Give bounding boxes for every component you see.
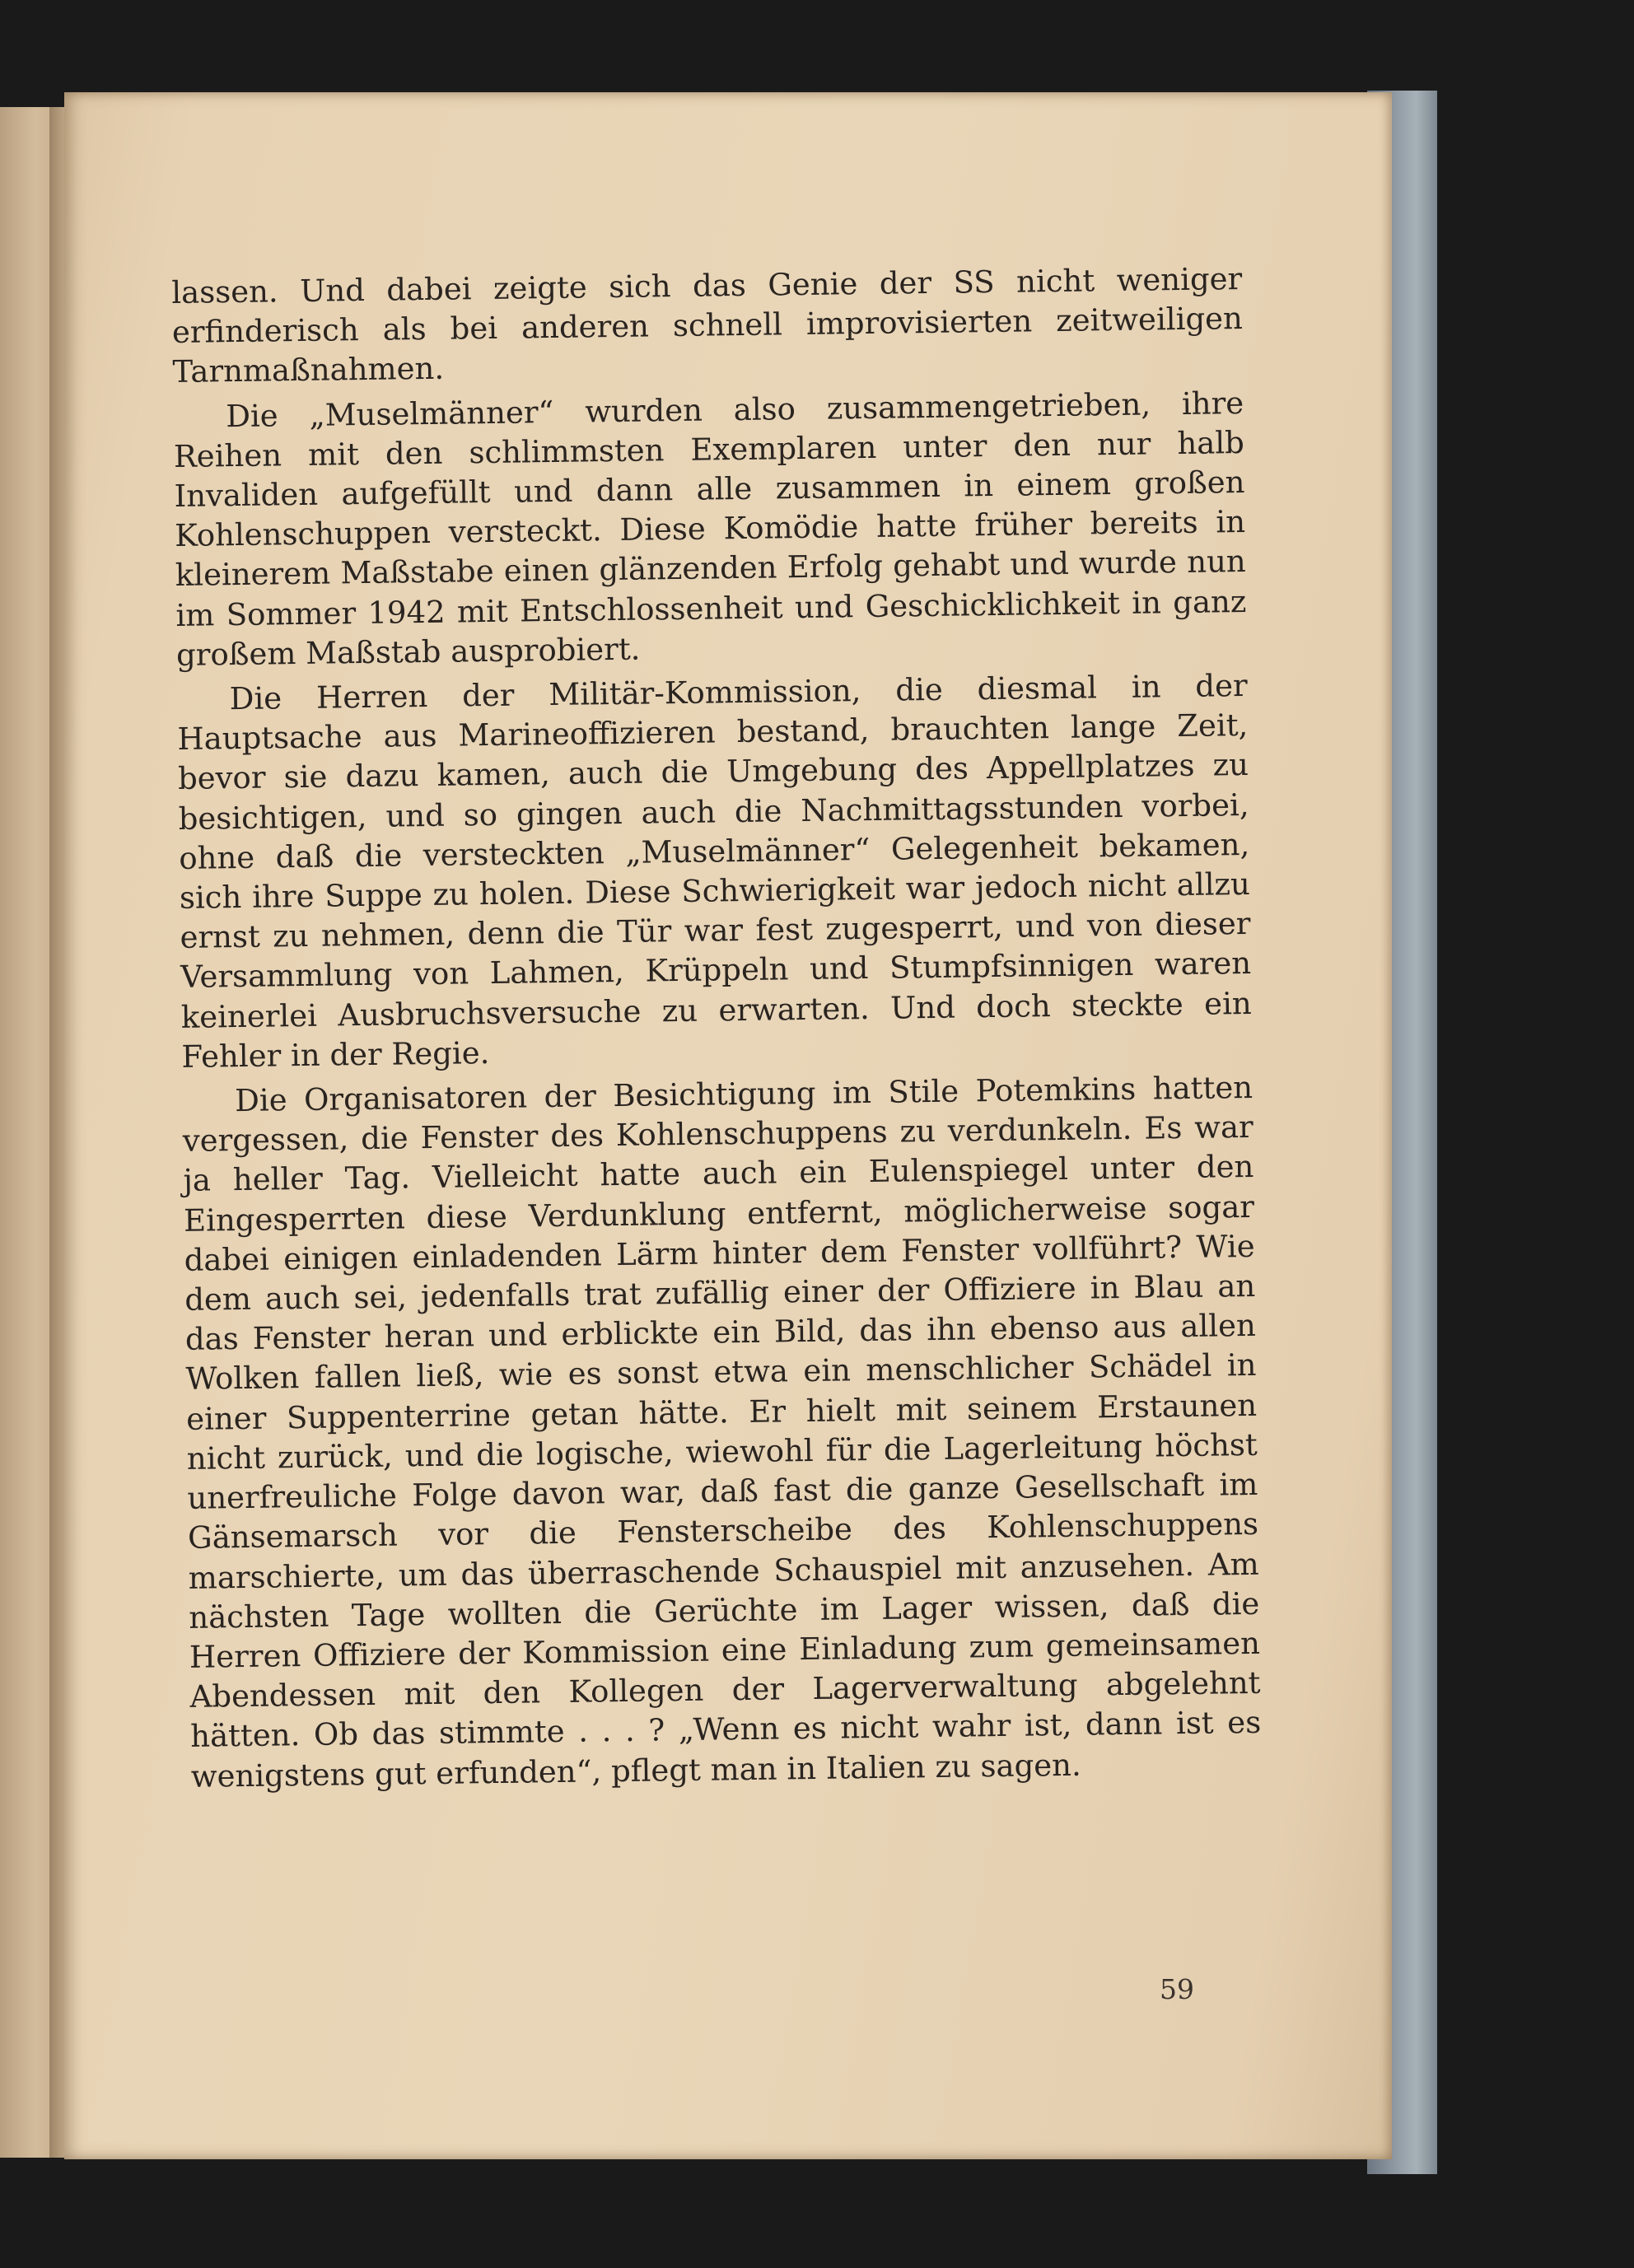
paragraph-3: Die Herren der Militär-Kommission, die diesmal in der Hauptsache aus Marineoffizieren bestand, brauchten lange Zeit, bevor sie dazu kamen, auch die Umgebung des Appellplatzes zu besichtigen, und so gingen auch die Nachmittagsstunden vorbei, ohne daß die versteckten „Muselmänner“ Gelegenheit bekamen, sich ihre Suppe zu holen. Diese Schwierigkeit war jedoch nicht allzu ernst zu nehmen, denn die Tür war fest zugesperrt, und von dieser Versammlung von Lahmen, Krüppeln und Stumpfsinnigen waren keinerlei Ausbruchsversuche zu erwarten. Und doch steckte ein Fehler in der Regie. xyxy=(177,667,1252,1075)
page-number: 59 xyxy=(1160,1973,1194,2005)
paragraph-2: Die „Muselmänner“ wurden also zusammengetrieben, ihre Reihen mit den schlimmsten Exemplaren unter den nur halb Invaliden aufgefüllt und dann alle zusammen in einem großen Kohlenschuppen versteckt. Diese Komödie hatte früher bereits in kleinerem Maßstabe einen glänzenden Erfolg gehabt und wurde nun im Sommer 1942 mit Entschlossenheit und Geschicklichkeit in ganz großem Maßstab ausprobiert. xyxy=(173,385,1247,673)
paragraph-1: lassen. Und dabei zeigte sich das Genie der SS nicht weniger erfinderisch als bei anderen schnell improvisierten zeitweiligen Tarnmaßnahmen. xyxy=(171,260,1244,390)
paragraph-4: Die Organisatoren der Besichtigung im Stile Potemkins hatten vergessen, die Fenster des Kohlenschuppens zu verdunkeln. Es war ja heller Tag. Vielleicht hatte auch ein Eulenspiegel unter den Eingesperrten diese Verdunklung entfernt, möglicherweise sogar dabei einigen einladenden Lärm hinter dem Fenster vollführt? Wie dem auch sei, jedenfalls trat zufällig einer der Offiziere in Blau an das Fenster heran und erblickte ein Bild, das ihn ebenso aus allen Wolken fallen ließ, wie es sonst etwa ein menschlicher Schädel in einer Suppenterrine getan hätte. Er hielt mit seinem Erstaunen nicht zurück, und die logische, wiewohl für die Lagerleitung höchst unerfreuliche Folge davon war, daß fast die ganze Gesellschaft im Gänsemarsch vor die Fensterscheibe des Kohlenschuppens marschierte, um das überraschende Schauspiel mit anzusehen. Am nächsten Tage wollten die Gerüchte im Lager wissen, daß die Herren Offiziere der Kommission eine Einladung zum gemeinsamen Abendessen mit den Kollegen der Lagerverwaltung abgelehnt hätten. Ob das stimmte . . . ? „Wenn es nicht wahr ist, dann ist es wenigstens gut erfunden“, pflegt man in Italien zu sagen. xyxy=(182,1069,1262,1794)
body-text xyxy=(171,259,1262,1802)
book-page xyxy=(64,92,1392,2159)
